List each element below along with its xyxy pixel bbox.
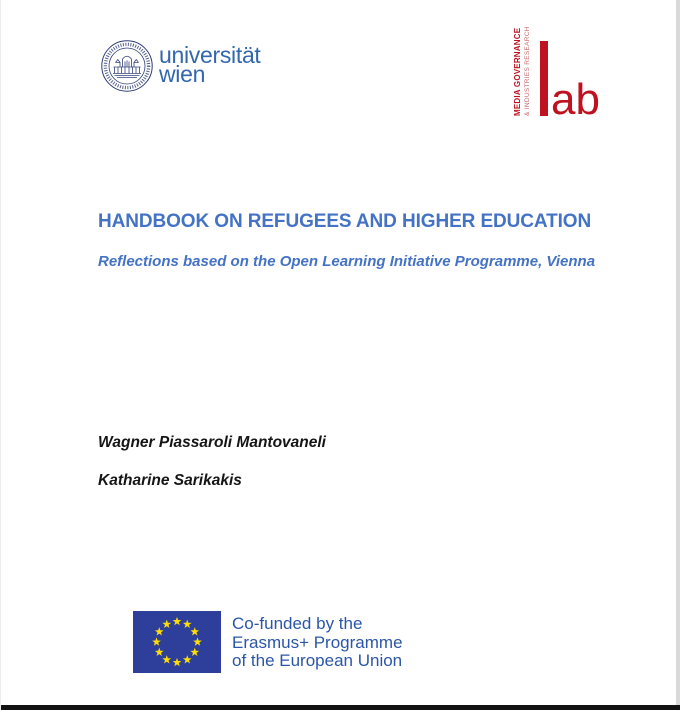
- document-title: HANDBOOK ON REFUGEES AND HIGHER EDUCATION: [98, 211, 592, 232]
- eu-caption-line3: of the European Union: [232, 651, 403, 670]
- lab-wordmark: ab: [551, 75, 600, 124]
- uni-wien-logo: [101, 40, 301, 100]
- eu-cofunded-logo: [133, 611, 443, 675]
- uni-wordmark-line1: universität: [159, 42, 261, 68]
- university-seal-icon: [101, 40, 153, 92]
- lab-vertical-line2: & INDUSTRIES RESEARCH: [524, 26, 531, 116]
- eu-flag-icon: [133, 611, 221, 673]
- author-name-1: Wagner Piassaroli Mantovaneli: [98, 434, 326, 451]
- eu-caption-line1: Co-funded by the: [232, 614, 363, 633]
- uni-wordmark-line2: wien: [159, 61, 206, 87]
- uni-wien-wordmark: [159, 42, 261, 87]
- lab-vertical-text: [513, 26, 532, 116]
- media-governance-lab-logo: [512, 26, 607, 124]
- eu-caption-line2: Erasmus+ Programme: [232, 632, 403, 652]
- eu-cofunded-caption: [232, 615, 403, 671]
- author-name-2: Katharine Sarikakis: [98, 472, 242, 489]
- page-right-edge: [676, 0, 680, 710]
- viewport-bottom-edge: [1, 705, 680, 710]
- document-subtitle: Reflections based on the Open Learning Initiative Programme, Vienna: [98, 253, 596, 270]
- lab-vertical-line1: MEDIA GOVERNANCE: [513, 27, 522, 116]
- lab-l-bar: [540, 41, 548, 116]
